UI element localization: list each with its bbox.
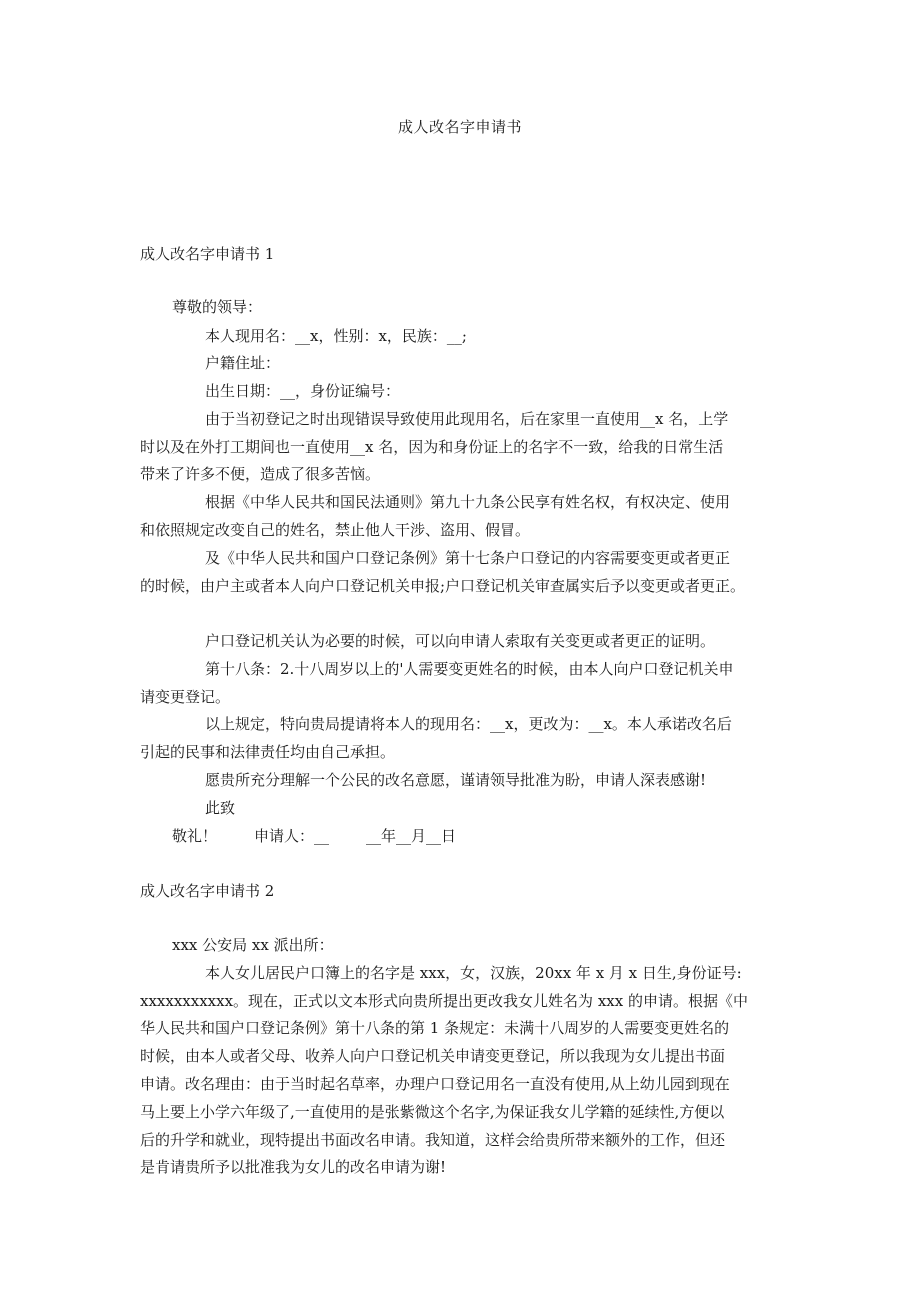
paragraph-line: 申请。改名理由：由于当时起名草率，办理户口登记用名一直没有使用,从上幼儿园到现在: [140, 1075, 730, 1093]
paragraph-line: 和依照规定改变自己的姓名，禁止他人干涉、盗用、假冒。: [140, 521, 531, 539]
paragraph-line: 引起的民事和法律责任均由自己承担。: [140, 743, 396, 761]
paragraph-line: 出生日期：__，身份证编号：: [205, 382, 401, 400]
paragraph-line: 户口登记机关认为必要的时候，可以向申请人索取有关变更或者更正的证明。: [205, 632, 716, 650]
paragraph-line: 马上要上小学六年级了,一直使用的是张紫微这个名字,为保证我女儿学籍的延续性,方便以: [140, 1103, 725, 1121]
salutation-1: 尊敬的领导：: [172, 298, 263, 316]
paragraph-line: 后的升学和就业，现特提出书面改名申请。我知道，这样会给贵所带来额外的工作，但还: [140, 1131, 726, 1149]
paragraph-line: 第十八条：2.十八周岁以上的'人需要变更姓名的时候，由本人向户口登记机关申: [205, 660, 734, 678]
paragraph-line: 时候，由本人或者父母、收养人向户口登记机关申请变更登记，所以我现为女儿提出书面: [140, 1047, 726, 1065]
signature-date: __年__月__日: [366, 827, 457, 845]
paragraph-line: 及《中华人民共和国户口登记条例》第十七条户口登记的内容需要变更或者更正: [205, 549, 731, 567]
paragraph-line: 时以及在外打工期间也一直使用__x 名，因为和身份证上的名字不一致，给我的日常生活: [140, 438, 724, 456]
document-title: 成人改名字申请书: [397, 118, 522, 136]
paragraph-line: 带来了许多不便，造成了很多苦恼。: [140, 465, 381, 483]
closing-line: 此致: [205, 799, 236, 817]
closing-regards: 敬礼！: [172, 827, 218, 845]
paragraph-line: 根据《中华人民共和国民法通则》第九十九条公民享有姓名权，有权决定、使用: [205, 493, 731, 511]
applicant-signature: 申请人：__: [254, 827, 330, 845]
paragraph-line: 是肯请贵所予以批准我为女儿的改名申请为谢!: [140, 1158, 447, 1176]
section-heading-2: 成人改名字申请书 2: [140, 882, 275, 900]
paragraph-line: 本人女儿居民户口簿上的名字是 xxx，女，汉族，20xx 年 x 月 x 日生,身份证号:: [205, 964, 742, 982]
paragraph-line: 华人民共和国户口登记条例》第十八条的第 1 条规定：未满十八周岁的人需要变更姓名的: [140, 1019, 730, 1037]
section-heading-1: 成人改名字申请书 1: [140, 245, 275, 263]
paragraph-line: 户籍住址：: [205, 354, 281, 372]
paragraph-line: 本人现用名：__x，性别：x，民族：__;: [205, 327, 467, 345]
paragraph-line: 由于当初登记之时出现错误导致使用此现用名，后在家里一直使用__x 名，上学: [205, 410, 729, 428]
paragraph-line: 愿贵所充分理解一个公民的改名意愿，谨请领导批准为盼，申请人深表感谢!: [205, 771, 707, 789]
paragraph-line: 以上规定，特向贵局提请将本人的现用名：__x，更改为：__x。本人承诺改名后: [205, 715, 732, 733]
paragraph-line: 的时候，由户主或者本人向户口登记机关申报;户口登记机关审查属实后予以变更或者更正。: [140, 577, 746, 595]
salutation-2: xxx 公安局 xx 派出所：: [172, 936, 334, 954]
paragraph-line: xxxxxxxxxxx。现在，正式以文本形式向贵所提出更改我女儿姓名为 xxx 的申请。根据《中: [140, 992, 748, 1010]
paragraph-line: 请变更登记。: [140, 688, 231, 706]
